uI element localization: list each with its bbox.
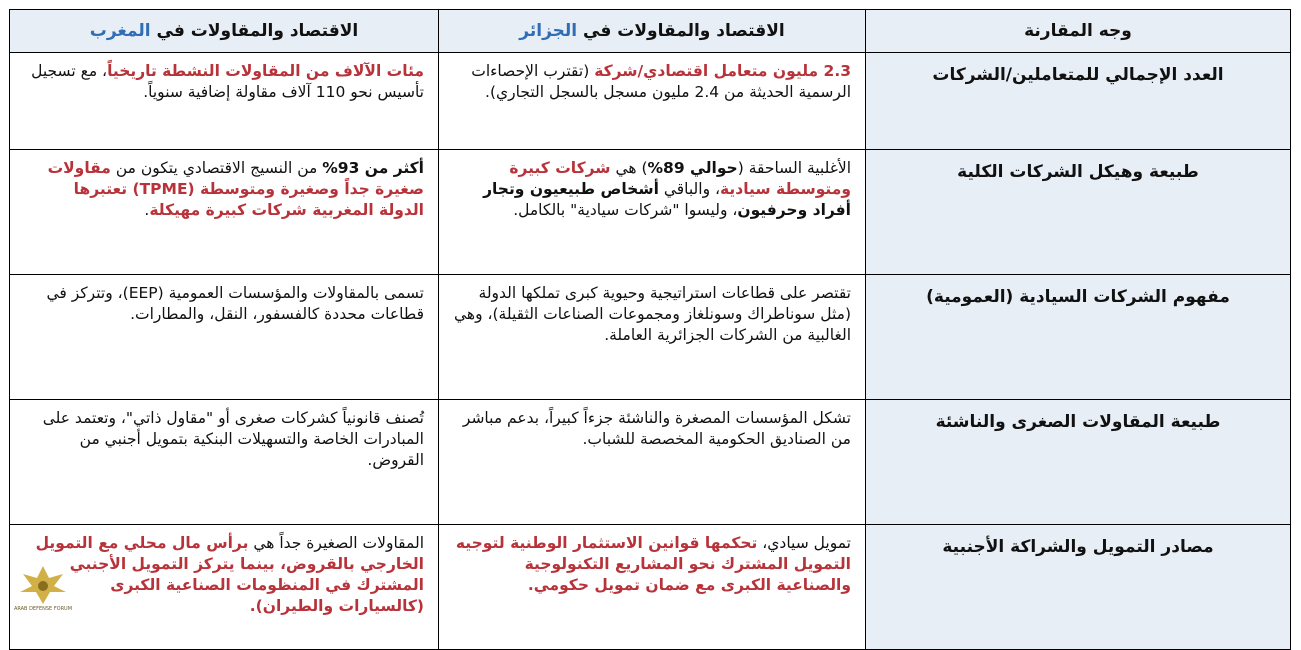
highlight-text: تحكمها قوانين الاستثمار الوطنية لتوجيه التمويل المشترك نحو المشاريع التكنولوجية والصناعية الكبرى مع ضمان تمويل حكومي.: [455, 534, 851, 594]
row-aspect: العدد الإجمالي للمتعاملين/الشركات: [866, 53, 1291, 150]
table-row: [10, 53, 1291, 150]
bold-text: حوالي 89%: [647, 159, 738, 177]
header-morocco-prefix: الاقتصاد والمقاولات في: [150, 21, 359, 41]
morocco-cell: [10, 150, 439, 275]
header-algeria: [439, 10, 866, 53]
header-row: [10, 10, 1291, 53]
cell-text: ، والباقي: [658, 180, 721, 198]
arab-defense-forum-logo-icon: [8, 560, 78, 612]
header-algeria-country: الجزائر: [519, 21, 578, 41]
row-aspect: مصادر التمويل والشراكة الأجنبية: [866, 525, 1291, 650]
morocco-cell: تُصنف قانونياً كشركات صغرى أو "مقاول ذاتي"، وتعتمد على المبادرات الخاصة والتسهيلات البنكية بتمويل أجنبي من القروض.: [10, 400, 439, 525]
table-row: [10, 400, 1291, 525]
comparison-table: [9, 9, 1291, 650]
cell-text: من النسيج الاقتصادي يتكون من: [110, 159, 323, 177]
table-row: [10, 525, 1291, 650]
watermark-label: ARAB DEFENSE FORUM: [13, 606, 73, 612]
row-aspect: طبيعة وهيكل الشركات الكلية: [866, 150, 1291, 275]
highlight-text: مقاولات صغيرة جداً وصغيرة ومتوسطة (TPME) تعتبرها الدولة المغربية شركات كبيرة مهيكلة: [47, 159, 424, 219]
cell-text: ، مع تسجيل تأسيس نحو 110 آلاف مقاولة إضافية سنوياً.: [31, 62, 424, 101]
morocco-cell: [10, 53, 439, 150]
algeria-cell: تشكل المؤسسات المصغرة والناشئة جزءاً كبيراً، بدعم مباشر من الصناديق الحكومية المخصصة للشباب.: [439, 400, 866, 525]
row-aspect: طبيعة المقاولات الصغرى والناشئة: [866, 400, 1291, 525]
highlight-text: 2.3 مليون متعامل اقتصادي/شركة: [594, 62, 851, 80]
algeria-cell: [439, 525, 866, 650]
algeria-cell: تقتصر على قطاعات استراتيجية وحيوية كبرى تملكها الدولة (مثل سوناطراك وسونلغاز ومجموعات الصناعات الثقيلة)، وهي الغالبية من الشركات الجزائرية العاملة.: [439, 275, 866, 400]
cell-text: (تقترب الإحصاءات الرسمية الحديثة من 2.4 مليون مسجل بالسجل التجاري).: [471, 62, 851, 101]
highlight-text: شركات كبيرة ومتوسطة سيادية: [509, 159, 851, 198]
highlight-text: برأس مال محلي مع التمويل الخارجي بالقروض، بينما يتركز التمويل الأجنبي المشترك في المنظومات الصناعية الكبرى (كالسيارات والطيران).: [35, 534, 424, 615]
table-row: [10, 275, 1291, 400]
algeria-cell: [439, 150, 866, 275]
bold-text: أكثر من 93%: [322, 159, 424, 177]
header-morocco: [10, 10, 439, 53]
bold-text: أشخاص طبيعيون وتجار أفراد وحرفيون: [483, 180, 851, 219]
header-morocco-country: المغرب: [89, 21, 151, 41]
cell-text: .: [144, 201, 150, 219]
highlight-text: مئات الآلاف من المقاولات النشطة تاريخياً: [107, 62, 424, 80]
algeria-cell: [439, 53, 866, 150]
cell-text: ) هي: [610, 159, 648, 177]
header-algeria-prefix: الاقتصاد والمقاولات في: [577, 21, 785, 41]
row-aspect: مفهوم الشركات السيادية (العمومية): [866, 275, 1291, 400]
cell-text: ، وليسوا "شركات سيادية" بالكامل.: [513, 201, 738, 219]
comparison-table-wrapper: [10, 9, 1291, 650]
cell-text: الأغلبية الساحقة (: [737, 159, 851, 177]
header-aspect: وجه المقارنة: [866, 10, 1291, 53]
cell-text: تمويل سيادي،: [757, 534, 851, 552]
cell-text: المقاولات الصغيرة جداً هي: [248, 534, 424, 552]
table-row: [10, 150, 1291, 275]
morocco-cell: تسمى بالمقاولات والمؤسسات العمومية (EEP)، وتتركز في قطاعات محددة كالفسفور، النقل، والمطارات.: [10, 275, 439, 400]
